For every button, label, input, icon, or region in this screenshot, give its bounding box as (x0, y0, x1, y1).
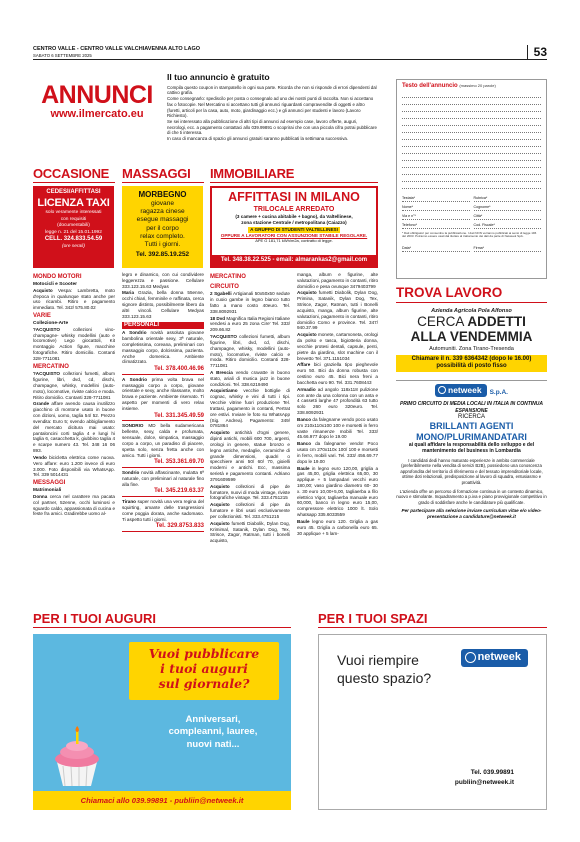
auguri-occasions: Anniversari, compleanni, lauree, nuovi nati... (168, 714, 258, 750)
ad-text: monete, cartamoneta, orologi da polso e tasca, bigiotteria donna, vecchie protesi dentali, capsule, penti, pietre da giardino, slot machine con il brevetto Tel. 371.1151034 (297, 332, 378, 361)
netweek-role: BRILLANTI AGENTI MONO/PLURIMANDATARI (416, 421, 527, 442)
coupon-line[interactable] (402, 126, 541, 133)
coupon-sign-fields (402, 243, 541, 252)
field-codice-fiscale[interactable]: Cod. Fiscale* (474, 220, 542, 229)
morb-line3: ragazza cinese (140, 208, 185, 216)
taxi-hours: (ore serali) (62, 243, 85, 249)
auguri-line2: i tuoi auguri (160, 661, 248, 676)
classified-ad (210, 521, 290, 544)
ad-text: collezioni di pipe da fumatore e libri usati esclusivamente per collezionisti. Tel. 333.4751215 (210, 502, 290, 519)
taxi-line5: (documentabili) (57, 223, 90, 229)
netweek-requirements: I candidati dedi hanno maturato esperienze in ambito commerciale (preferibilmente nella vendita di servizi B2B), possiedono una conoscenza approfondita del territorio di riferimento e del tessuto imprenditoriale locale, ottime doti relazionali, predisposizione al lavoro di squadra, entusiasmo e proattività. (400, 457, 543, 485)
classified-ad (210, 370, 290, 387)
ad-lead: 18 Dvd (210, 315, 226, 321)
spazi-logo (461, 649, 528, 667)
field-citta[interactable]: Città* (474, 211, 542, 220)
ad-morbegno (122, 186, 203, 268)
ad-lead: Maria (122, 290, 135, 296)
netweek-spa: S.p.A. (489, 389, 508, 397)
ad-lead: ?ACQUISTO (210, 334, 237, 340)
section-auguri: PER I TUOI AUGURI (33, 611, 291, 628)
ad-text: in legno euro 120,00, griglia a gas 45,00, griglia elettrica 65,00, 30 applique + 5 lampadari vecchi euro 180,00; vaso giardino diametro 60- 30 x. 30 euro 10,00+5,00, tagliaerba a filo elettrico Vigor, tagliaerba manuale euro 60,000, banco in legno euro 15,00, compressore elettrico 1000 lt. Solo whatsapp 335.6033559 (297, 465, 378, 518)
agri-phone: Chiamare il n. 339 6364342 (dopo le 16.00) possibilità di posto fisso (396, 355, 547, 372)
classified-ad (33, 288, 115, 311)
ad-text: bici graziella tipo pieghevole euro 50. Bici da donna robusta con cestino euro 45. Bici nera freni a bacchetta euro 90. Tel. 331.7608443 (297, 362, 378, 385)
column-mercatino-circuito (210, 272, 290, 545)
classified-ad (122, 499, 204, 522)
ad-phone: Tel. 378.400.46.96 (122, 366, 204, 375)
aff-line4: zona stazione Centrale / metropolitana (Caiazzo) (241, 220, 347, 226)
category-heading: MERCATINO (33, 363, 69, 370)
ad-lead: ?ACQUISTO (33, 326, 60, 332)
classified-ad (297, 466, 378, 518)
classified-ad (297, 387, 378, 416)
coupon-line[interactable] (402, 168, 541, 175)
netweek-logo: netweek (435, 384, 487, 397)
coupon-line[interactable] (402, 105, 541, 112)
classified-ad (297, 332, 378, 361)
ad-text: fumetti Diabolik, Dylan Dog, Krimimal, Satanik, Dylan Dog, Tex, Strisce, Zagor, Ratman, tutti i bonelli acquisto, (210, 520, 290, 544)
category-heading: VARIE (33, 313, 51, 319)
netweek-offer: L'azienda offre un percorso di formazione continua in un contesto dinamico, nuovo e stimolante. Inquadramento a p.iva e piano provvigionale competitivo in grado di soddisfare anche le candidature più qualificate. (396, 488, 547, 505)
classified-ad (210, 291, 290, 314)
ad-phone: Tel. 353.361.69.70 (122, 459, 204, 468)
coupon-line[interactable] (402, 140, 541, 147)
ad-phone: Tel. 329.8753.833 (122, 523, 204, 532)
taxi-phone: CELL. 324.833.54.59 (44, 236, 103, 243)
classified-ad (122, 330, 204, 365)
section-massaggi: MASSAGGI (122, 166, 204, 183)
ad-text: ad angolo 118x118 pulizione con ante da una colonna con un anta e 4 cassetti larghe 47 profondità 63 tutto solo 260 euro 320euro. Tel. 338.8092931 (297, 386, 378, 416)
taxi-line3: solo veramente interessati (45, 210, 102, 216)
classified-ad (33, 327, 115, 362)
ad-text: Artigianali 50x50x50 sedute in cuoio gambe in legno bianco tutto fatto a mano costo 40euro. Tel. 338.8092931 (210, 291, 290, 314)
morb-line2: giovane (150, 200, 175, 207)
page-number: 53 (527, 45, 547, 60)
section-trova-lavoro: TROVA LAVORO (396, 285, 547, 303)
aff-line5: A GRUPPO DI STUDENTI VALTELLINESI (250, 226, 338, 232)
classified-ad (33, 371, 115, 400)
morb-line5: per il corpo (146, 224, 179, 232)
classified-ad (297, 272, 378, 289)
netweek-logo: netweek (461, 649, 528, 667)
classified-ad (122, 272, 204, 289)
free-ad-p3: Se sei interessato alla pubblicazione di altri tipi di annunci ad esempio case, lavoro offerte, auguri, necrologi, ecc. a pagamento contattaci allo 039.99891 o scoprirai che con una piccola cifra potrai pubblicare di che ti interessa. (167, 119, 377, 136)
ad-coupon-form (396, 79, 547, 279)
auguri-line3: sul giornale? (158, 676, 250, 691)
classified-ad (33, 401, 115, 453)
ad-azienda-agricola (396, 308, 547, 374)
netweek-ring-icon (465, 652, 476, 663)
coupon-subtitle: (massimo 20 parole) (459, 83, 496, 88)
coupon-line[interactable] (402, 154, 541, 161)
subcategory-heading: Motocicli e Scooter (33, 281, 77, 287)
field-firma[interactable]: Firma* (474, 243, 542, 252)
ad-text: da falegname vendo poco usato cm 210x110x100 100 e morsetti in ferro vaste rimanenze mobili Tel. 333/ 45.66.977 dopo le 19.00 (297, 416, 378, 440)
annunci-logo (33, 83, 161, 122)
agri-headline-2: ALLA VENDEMMIA (410, 328, 533, 344)
coupon-line[interactable] (402, 182, 541, 189)
field-testata[interactable]: Testata* (402, 193, 470, 202)
classified-ad (33, 494, 115, 517)
ad-lead: 2 Sgabelli (210, 291, 232, 297)
field-via[interactable]: Via e n°* (402, 211, 470, 220)
ad-text: legro e dinamico, con cui condividere leggerezza e passione. Cellulare 333.123.15.63 Medyas (122, 272, 204, 289)
classified-ad (210, 430, 290, 482)
netweek-ricerca: RICERCA (457, 413, 485, 420)
classified-ad (33, 455, 115, 478)
coupon-fields (402, 193, 541, 229)
ad-lead: Tirano (122, 499, 136, 505)
ad-text: novità affascinante, mulatta 6ª naturale, con preliminari al naturale fino alla fine. (122, 469, 205, 487)
ad-auguri (33, 634, 291, 810)
auguri-contact: Chiamaci allo 039.99891 - publiin@netweek.it (33, 791, 291, 810)
subcategory-heading: Matrimoniali (33, 487, 62, 493)
category-heading: MONDO MOTORI (33, 274, 82, 280)
agri-company: Azienda Agricola Pola Alfonso (431, 308, 512, 314)
classified-ad (210, 502, 290, 519)
category-heading: CIRCUITO (210, 283, 239, 290)
morb-line7: Tutti i giorni. (144, 241, 181, 249)
field-data[interactable]: Data* (402, 243, 470, 252)
classified-ad (297, 519, 378, 536)
ad-lead: Sondrio (122, 469, 140, 475)
coupon-line[interactable] (402, 112, 541, 119)
aff-line2: TRILOCALE ARREDATO (253, 205, 335, 213)
ad-text: bicicletta elettrica come nuova. Vero affare: euro 1.200 invece di euro 3.000. Foto disponibili via WhatsApp. Tel. 339 5014431 (33, 454, 116, 478)
spazi-email[interactable]: publiin@netweek.it (454, 778, 514, 786)
column-mercatino-2 (297, 272, 378, 537)
category-heading: PERSONALI (122, 322, 204, 330)
ad-lead: SONDRIO (122, 423, 144, 429)
taxi-line4: con requisiti (60, 216, 87, 222)
ad-licenza-taxi (33, 186, 114, 268)
auguri-callout (129, 642, 279, 700)
publication-title: CENTRO VALLE - CENTRO VALLE VALCHIAVENNA ALTO LAGO (33, 46, 201, 52)
coupon-title: Testo dell'annuncio (massimo 20 parole) (402, 83, 496, 89)
ad-lead: Acquisto (210, 483, 230, 489)
taxi-line6: legge n. 21 del 15.01.1992 (45, 229, 102, 235)
coupon-note: * Dati obbligatori per consentire la pubblicazione. I dati NON verranno pubblicati ai sensi di legge 196 del 2003. Potranno essere usati dal titolare al trattamento dei dati da parte di Netweek SpA. (402, 230, 537, 239)
ad-lead: A Sondrio (122, 330, 147, 336)
ad-lead: Grande (33, 401, 50, 407)
ad-phone: Tel. 345.219.63.37 (122, 488, 204, 497)
morb-line4: esegue massaggi (136, 216, 189, 224)
ad-lead: Vendo (33, 454, 47, 460)
netweek-ring-icon (438, 386, 446, 394)
classified-ad (122, 290, 204, 319)
publication-date: SABATO 6 SETTEMBRE 2025 (33, 53, 92, 58)
annunci-url[interactable]: www.ilmercato.eu (50, 108, 144, 120)
auguri-line1: Vuoi pubblicare (148, 646, 260, 661)
classified-ad (297, 441, 378, 464)
field-nome[interactable]: Nome* (402, 202, 470, 211)
ad-text: fumetti Diabolik, Dylan Dog, Primina, Satanik, Dylan Dog, Tex, Strisce, Zagor, Ratman, tutti i Bonelli acquisto, manga, album figurine, alte valutazioni, pagamento in contanti, ritiro domicilio Como e province. Tel. 347/ 940.37.99 (297, 290, 378, 331)
ad-lead: A Sondrio (122, 376, 148, 382)
ad-text: novità assoluta giovane bambolina orientale sexy, 3ª naturale, completissima, coreana, preliminari con massaggio corpo, dolcissima, pazienta. Anche domenica. Ambiente climatizzato. (122, 330, 205, 365)
morb-line6: relax completo. (140, 232, 185, 240)
ad-text: MD bella sudamericana bellente, sexy, calda e profumata, sensuale, dolce, simpatica, massaggio corpo a corpo, un paradiso di piacere, spetta solo, senza fretta anche con amico. Tutti i giorni. (122, 423, 204, 458)
ad-affittasi-milano (210, 186, 378, 268)
netweek-apply: Per partecipare alla selezione inviare curriculum vitae e/o video-presentazione a candidature@netweek.it (401, 508, 542, 519)
morb-phone: Tel. 392.85.19.252 (135, 251, 190, 259)
ad-netweek-agenti (396, 380, 547, 560)
aff-line6: OPPURE A LAVORATORI CON ASSUNZIONE STABILE REGOLARE. (220, 232, 368, 238)
agri-headline: CERCA ADDETTI (417, 313, 526, 329)
annunci-title: ANNUNCI (41, 81, 153, 109)
classified-ad (210, 388, 290, 429)
netweek-tagline: PRIMO CIRCUITO DI MEDIA LOCALI IN ITALIA IN CONTINUA ESPANSIONE (399, 401, 544, 414)
spazi-question: Vuoi riempire questo spazio? (337, 652, 432, 687)
morb-line1: MORBEGNO (138, 190, 187, 199)
ad-text: manga, album e figurine, alte valutazioni, pagamento in contanti, ritiro domicilio e pesa ovunque 3479403799 (297, 272, 378, 289)
coupon-line[interactable] (402, 147, 541, 154)
ad-text: affare avendo causa inutilizzo giacchino di montone usato in buone con dizioni, uomo, taglia 54/ 52. Prezzo svendita: Euro 5; svendo abbigliamento del mercato dicitura mai usato: pantaloncini corti taglia 4 e lungi hi taglia 6, casacchetta k, giubbino taglia 4 e scarpe numero 43. Tel. 348 16 06 893. (33, 401, 115, 454)
ad-lead: Acquisto (210, 520, 230, 526)
aff-line7: APE G 181,71 kWh/m2a, contratto di legge. (255, 238, 333, 244)
header-rule (33, 59, 547, 60)
ad-lead: A Brescia (210, 369, 233, 375)
classified-ad (297, 362, 378, 385)
ad-lead: Donna (33, 493, 48, 499)
ad-spazi (318, 634, 547, 810)
ad-text: vendo cravatte in buono stato, ariali di musica jazz in buone condizioni. Tel. 338.6219490 (210, 369, 291, 387)
coupon-line[interactable] (402, 98, 541, 105)
column-occasione (33, 272, 115, 518)
ad-lead: Banco (297, 416, 312, 422)
ad-lead: Baule (297, 465, 310, 471)
taxi-line2: LICENZA TAXI (37, 196, 110, 209)
agri-zone: Automuniti. Zona Tirano-Tresenda (429, 345, 514, 352)
classified-ad (297, 290, 378, 331)
netweek-desc: ai quali affidare la responsabilità dello sviluppo e del mantenimento del business in Lombardia (408, 442, 535, 455)
netweek-logo-row (396, 384, 547, 397)
spazi-phone: Tel. 039.99891 (470, 768, 514, 776)
aff-contact: Tel. 348.38.22.525 - email: almarankas2@gmail.com (212, 255, 376, 267)
ad-lead: Acquistiamo (210, 388, 238, 394)
classified-ad (210, 334, 290, 369)
field-rubrica[interactable]: Rubrica* (474, 193, 542, 202)
ad-text: Vespa: Lambretta, moto d'epoca in qualunque stato anche per uso ricambi. Ritiro e pagamento immediato. Tel. 342/ 575.80.02 (33, 287, 115, 311)
ad-lead: Acquisto (297, 290, 317, 296)
coupon-line[interactable] (402, 133, 541, 140)
ad-text: collezioni fumetti, album figurine, libri, dvd, cd, dischi, champagne, whisky, modellini (auto- moto), locomotive, riviste calcio e moda. Ritiro domicilio. Contanti 328-7711081 (33, 371, 115, 400)
taxi-line1: CEDESI/AFFITTASI (46, 189, 101, 195)
coupon-line[interactable] (402, 91, 541, 98)
classified-ad (122, 377, 204, 412)
field-telefono[interactable]: Telefono* (402, 220, 470, 229)
coupon-line[interactable] (402, 119, 541, 126)
classified-ad (122, 470, 204, 487)
coupon-line[interactable] (402, 175, 541, 182)
ad-lead: Baule (297, 518, 310, 524)
ad-lead: Acquisto (297, 332, 317, 338)
ad-lead: ?ACQUISTO (33, 371, 60, 377)
cupcake-icon (45, 726, 109, 788)
category-heading: MESSAGGI (33, 480, 66, 487)
section-immobiliare: IMMOBILIARE (210, 166, 378, 183)
ad-text: cerca nel carattere ma pacata col partner, 52enne, occhi luminosi e sguardo caldo, appassionata di cucina e feste fra amici. Gradirebbe uomo al- (33, 493, 115, 517)
ad-text: collezioni di pipe de fumatore, nuovi di moda vintage, riviste fotografiche vintage. Tel. 333.4751215 (210, 483, 290, 501)
ad-text: Grazia, bella donna 55enne, occhi chiari, femminile e raffinata, cerca signore distinto, possibilmente libero da altri vincoli. Cellulare Medyas 333.123.15.63 (122, 290, 204, 319)
ad-lead: Acquisto (210, 502, 230, 508)
ad-lead: Affare (297, 362, 311, 368)
ad-text: prima volta brava nel massaggio corpo a corpo, giovane orientale e sexy, anche rilassante, molto brava e paziente. Ambiente riservato. Ti aspetto per momenti di vero relax insieme. (122, 376, 205, 411)
ad-lead: Armadio (297, 386, 316, 392)
field-cognome[interactable]: Cognome* (474, 202, 542, 211)
aff-line1: AFFITTASI IN MILANO (228, 190, 360, 204)
ad-text: super novità una vera regina del squirting, amante delle trasgressioni come poggia dorata, anche sadomaso. Ti aspetto tutti i giorni. (122, 499, 204, 522)
classified-ad (210, 484, 290, 501)
ad-text: antichità d'ogni genere, dipinti antichi, mobili 600 700, argenti, orologi in genere, statue bronzo e legno antiche, medaglie, ceramiche di grande dimensioni, quadri o specchiere anni 50/ 60/ 70, gioielli moderni e antichi. Ecc, massima serietà e pagamento contanti. Adriano 3791609599 (210, 430, 290, 482)
column-massaggi (122, 272, 204, 534)
ad-text: vecchie bottiglie di cognac, whisky e vini di tutti i tipi. Vecchie vitrine fuori produzione Tel. trattasi, pagamento in contanti, Pertrat ore estivi. Inviare le foto su WhatsApp (Sig. Andrea). Pagamento: 349/ 0781864 (210, 388, 290, 429)
free-ad-title: Il tuo annuncio è gratuito (167, 72, 270, 82)
section-occasione: OCCASIONE (33, 166, 115, 183)
ad-lead: Acquisto (210, 430, 230, 436)
free-ad-p4: In caso di mancanza di spazio gli annunci gratuiti saranno pubblicati la settimana successiva. (167, 136, 349, 142)
classified-ad (297, 417, 378, 440)
ad-text: collezioni fumetti, album figurine, libri, dvd, cd, dischi, champagne, whisky, modellini (auto- moto), locomotive, riviste calcio e moda. Ritiro domicilio. Contanti 328- 7711081 (210, 334, 290, 369)
ad-phone: Tel. 331.345.49.59 (122, 413, 204, 422)
subcategory-heading: Collezione-Arte (33, 320, 69, 326)
ad-text: da falegname vendo! Poco usato cm 270x110x 100/ 100 e morsetti in ferro, mobili vari. Tel. 333/ 456.69.77 dopo le 19.00 (297, 441, 378, 464)
free-ad-p1: Compila questo coupon in stampatello in ogni sua parte. Ricorda che non si risponde di errori dipendenti dal cattivo grafia. (167, 84, 377, 96)
ad-text: collezioni vino-champagne- whisky modellini (auto e locomotive) Lego giocattoli, Kit montaggio Action figure, macchine fotografiche. Ritiro domicilio. Contanti 328-7711081 (33, 326, 115, 361)
ad-text: Magnifica Italia Regioni Italiane vendesi a euro 25 zona Cire' Tel. 333/ 209.66.82 (210, 315, 290, 333)
category-heading: MERCATINO (210, 274, 246, 280)
classified-ad (210, 316, 290, 333)
aff-line3: (3 camere + cucina abitabile + bagno), da Valtellinese, (235, 214, 353, 220)
ad-lead: Banco (297, 441, 312, 447)
section-spazi: PER I TUOI SPAZI (318, 611, 547, 628)
ad-text: legno euro 120. Griglia a gas euro 45. Griglia a carbonella euro 65. 30 applique + 5 lam- (297, 518, 378, 536)
free-ad-info (167, 72, 377, 142)
coupon-line[interactable] (402, 161, 541, 168)
ad-lead: Acquisto (33, 287, 53, 293)
free-ad-p2: Come consegnarlo: spediscilo per posta o consegnalo ad uno dei nostri punti di raccolta. Non si accettano fax o fotocopie. Nel Mercatino si accettano tutti gli annunci riguardanti compravendite di oggetti e altro (furetti, articoli per la casa, auto, moto, giardinaggio ecc.) e gli annunci per studenti e lavoro (Lavoro Richiesto). (167, 96, 374, 119)
classified-ad (122, 423, 204, 458)
